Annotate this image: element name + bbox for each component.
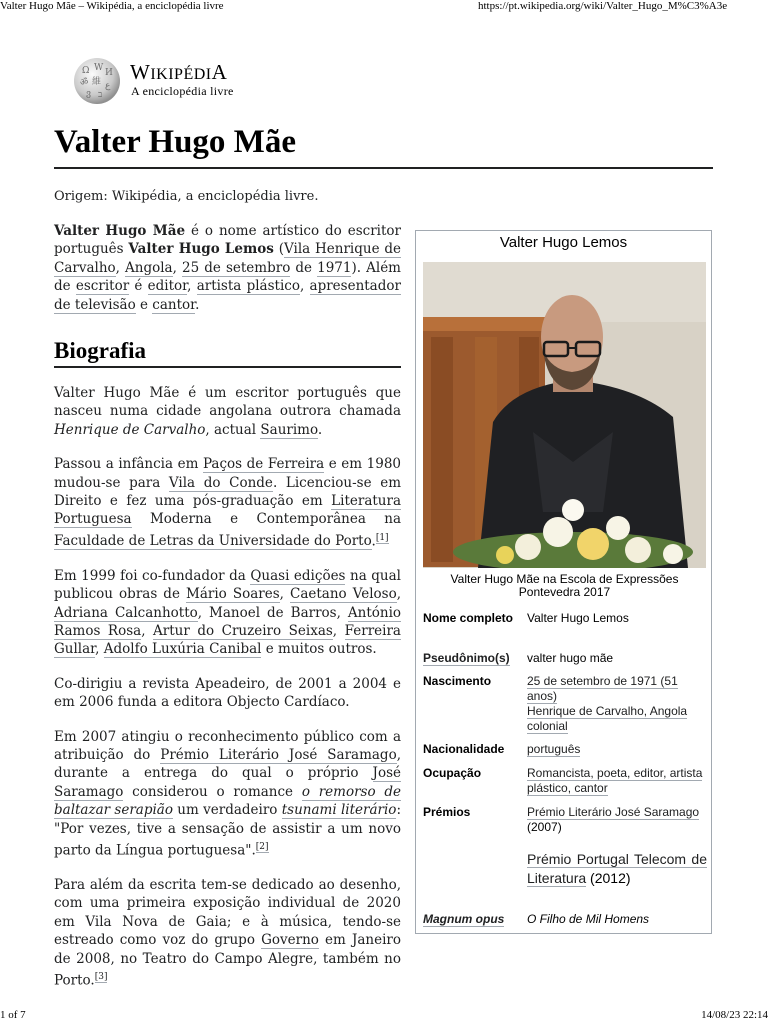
link-ferreira-gullar[interactable]: Ferreira Gullar	[54, 622, 401, 658]
bio-paragraph-1: Valter Hugo Mãe é um escritor português que nasceu numa cidade angolana outrora chamada Henrique de Carvalho, actual Saurimo.	[54, 385, 401, 438]
link-saurimo[interactable]: Saurimo	[260, 421, 318, 438]
link-artur[interactable]: Artur do Cruzeiro Seixas	[153, 622, 333, 639]
svg-text:維: 維	[92, 77, 102, 87]
label-awards: Prémios	[423, 805, 471, 819]
portrait-photo[interactable]	[423, 262, 706, 568]
link-faculdade[interactable]: Faculdade de Letras da Universidade do Porto	[54, 533, 372, 550]
wikipedia-globe-icon[interactable]	[72, 57, 122, 105]
svg-text:И: И	[105, 68, 113, 78]
link-editor[interactable]: editor	[147, 278, 188, 295]
section-divider	[54, 366, 401, 368]
value-magnum-opus: O Filho de Mil Homens	[527, 912, 650, 926]
value-award-1: Prémio Literário José Saramago (2007)	[527, 805, 700, 834]
link-angola[interactable]: Angola	[125, 259, 173, 276]
link-mario-soares[interactable]: Mário Soares	[186, 586, 280, 603]
link-birth-place[interactable]: Henrique de Carvalho, Angola colonial	[527, 704, 688, 733]
reference-2[interactable]: [2]	[255, 842, 269, 853]
link-occupations[interactable]: Romancista, poeta, editor, artista plástico, cantor	[527, 766, 703, 795]
photo-caption: Valter Hugo Mãe na Escola de Expressões Pontevedra 2017	[450, 572, 679, 599]
section-heading-biografia: Biografia	[54, 338, 146, 363]
label-pseudonym: Pseudônimo(s)	[423, 651, 510, 665]
value-pseudonym: valter hugo mãe	[527, 651, 614, 665]
link-cantor[interactable]: cantor	[152, 296, 196, 313]
label-magnum-opus: Magnum opus	[423, 912, 505, 926]
wikipedia-tagline: A enciclopédia livre	[131, 84, 234, 98]
value-occupation	[527, 766, 707, 796]
link-date[interactable]: 25 de setembro	[182, 259, 291, 276]
biography-body	[54, 384, 401, 1006]
reference-3[interactable]: [3]	[94, 971, 108, 982]
wikipedia-wordmark[interactable]: WIKIPÉDIA	[130, 60, 228, 84]
infobox-title: Valter Hugo Lemos	[499, 234, 628, 251]
link-birth-date[interactable]: 25 de setembro de 1971 (51 anos)	[527, 674, 678, 703]
title-divider	[54, 167, 713, 169]
bio-paragraph-5: Em 2007 atingiu o reconhecimento público com a atribuição do Prémio Literário José Saramago, durante a entrega do qual o próprio José Saramago considerou o romance o remorso de baltazar serapião um verdadeiro tsunami literário: "Por vezes, tive a sensação de assistir a um novo parto da Língua portuguesa".[2]	[54, 728, 401, 859]
link-vila-henrique[interactable]: Vila Henrique de Carvalho	[54, 241, 402, 276]
link-artista[interactable]: artista plástico	[196, 278, 300, 295]
link-adriana[interactable]: Adriana Calcanhotto	[54, 604, 198, 621]
value-nationality	[527, 742, 707, 757]
print-footer-datetime: 14/08/23 22:14	[701, 1009, 768, 1021]
svg-text:ॐ: ॐ	[80, 78, 89, 88]
svg-text:Ω: Ω	[82, 66, 90, 76]
link-apresentador[interactable]: apresentador de televisão	[54, 278, 401, 313]
bio-paragraph-3: Em 1999 foi co-fundador da Quasi edições na qual publicou obras de Mário Soares, Caetano Veloso, Adriana Calcanhotto, Manoel de Barros, António Ramos Rosa, Artur do Cruzeiro Seixas, Ferreira Gullar, Adolfo Luxúria Canibal e muitos outros.	[54, 567, 402, 658]
value-birth	[527, 674, 707, 734]
print-footer-page: 1 of 7	[0, 1009, 26, 1021]
label-occupation: Ocupação	[423, 766, 482, 780]
link-vila-conde[interactable]: Vila do Conde	[168, 474, 273, 491]
svg-text:ع: ع	[105, 81, 111, 91]
link-tsunami[interactable]: tsunami literário	[281, 802, 397, 819]
reference-1[interactable]: [1]	[375, 532, 389, 543]
link-quasi[interactable]: Quasi edições	[250, 567, 346, 584]
intro-paragraph: Valter Hugo Mãe é o nome artístico do escritor português Valter Hugo Lemos (Vila Henrique de Carvalho, Angola, 25 de setembro de 1971). Além de escritor é editor, artista plástico, apresentador de televisão e cantor.	[54, 223, 402, 313]
link-caetano[interactable]: Caetano Veloso	[289, 586, 397, 603]
origin-note: Origem: Wikipédia, a enciclopédia livre.	[54, 189, 319, 204]
print-header-url: https://pt.wikipedia.org/wiki/Valter_Hugo_M%C3%A3e	[478, 0, 728, 12]
label-full-name: Nome completo	[423, 611, 514, 625]
link-award-saramago[interactable]: Prémio Literário José Saramago	[527, 805, 700, 819]
link-escritor[interactable]: escritor	[75, 278, 130, 295]
page-title: Valter Hugo Mãe	[54, 124, 296, 160]
svg-text:ვ: ვ	[86, 89, 92, 99]
svg-text:ב: ב	[98, 90, 103, 100]
print-header-title: Valter Hugo Mãe – Wikipédia, a enciclopédia livre	[0, 0, 224, 12]
bio-paragraph-4: Co-dirigiu a revista Apeadeiro, de 2001 a 2004 e em 2006 funda a editora Objecto Cardíaco.	[54, 675, 401, 711]
value-full-name: Valter Hugo Lemos	[527, 611, 629, 625]
link-premio-saramago[interactable]: Prémio Literário José Saramago	[160, 747, 397, 763]
svg-text:W: W	[94, 63, 104, 73]
link-year[interactable]: 1971	[317, 259, 352, 276]
link-pacos-ferreira[interactable]: Paços de Ferreira	[202, 456, 325, 473]
label-birth: Nascimento	[423, 674, 492, 688]
link-portugues[interactable]: português	[527, 742, 581, 756]
bio-paragraph-2: Passou a infância em Paços de Ferreira e em 1980 mudou-se para Vila do Conde. Licenciou-se em Direito e fez uma pós-graduação em Literatura Portuguesa Moderna e Contemporânea na Faculdade de Letras da Universidade do Porto.[1]	[54, 456, 401, 550]
link-award-telecom[interactable]: Prémio Portugal Telecom de Literatura	[527, 851, 707, 886]
link-remorso[interactable]: o remorso de baltazar serapião	[54, 783, 401, 819]
link-adolfo[interactable]: Adolfo Luxúria Canibal	[103, 641, 262, 658]
link-governo[interactable]: Governo	[261, 932, 319, 949]
bio-paragraph-6: Para além da escrita tem-se dedicado ao desenho, com uma primeira exposição individual de 2020 em Vila Nova de Gaia; e à música, tendo-se estreado como voz do grupo Governo em Janeiro de 2008, no Teatro do Campo Alegre, também no Porto.[3]	[54, 876, 402, 989]
link-literatura[interactable]: Literatura Portuguesa	[54, 493, 401, 528]
link-jose-saramago[interactable]: José Saramago	[54, 765, 401, 800]
link-antonio[interactable]: António Ramos Rosa	[54, 604, 402, 639]
value-award-2: Prémio Portugal Telecom de Literatura (2012)	[527, 851, 707, 886]
label-nationality: Nacionalidade	[423, 742, 505, 756]
